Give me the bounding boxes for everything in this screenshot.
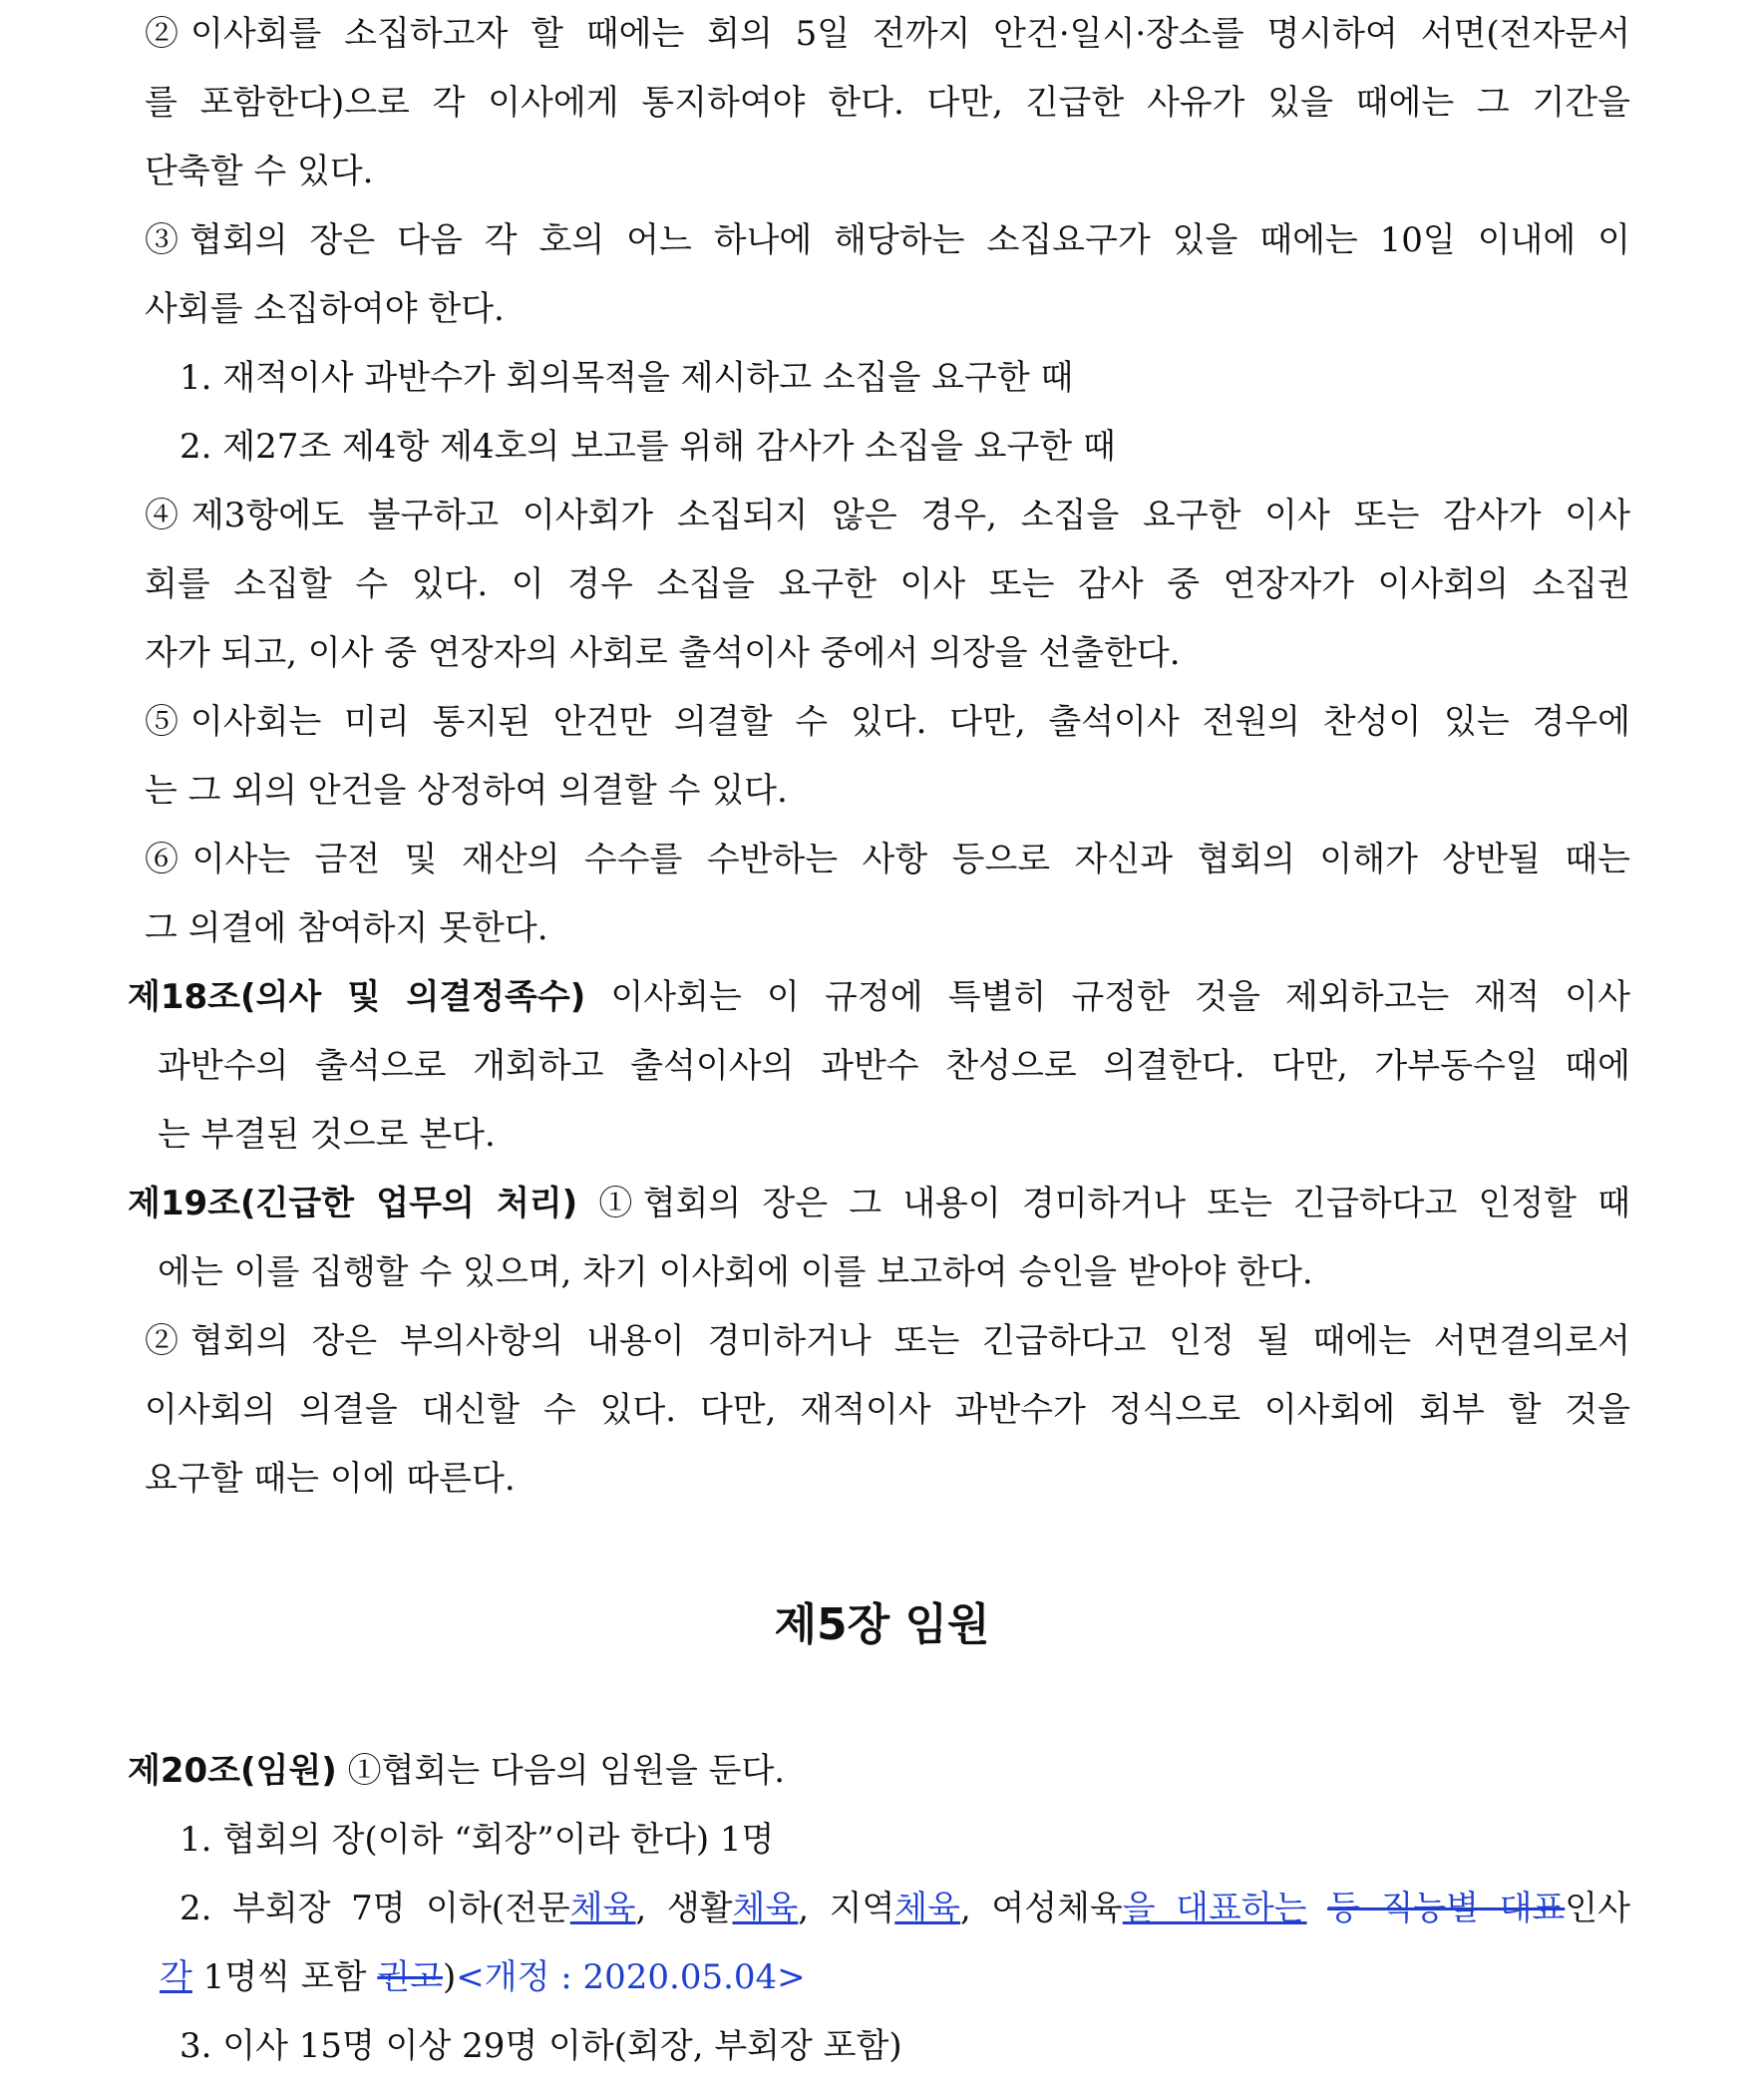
list-item: 2. 제27조 제4항 제4호의 보고를 위해 감사가 소집을 요구한 때: [179, 427, 1116, 467]
deleted-text: 권고: [377, 1957, 443, 1997]
inserted-text: 체육: [569, 1889, 636, 1928]
paragraph-line: 사회를 소집하여야 한다.: [145, 289, 505, 329]
article-18: [0, 973, 1630, 1021]
item-text: 2. 부회장 7명 이하(전문: [179, 1889, 570, 1928]
article-text: 이사회는 이 규정에 특별히 규정한 것을 제외하고는 재적 이사: [585, 977, 1630, 1017]
item-text: ): [443, 1957, 457, 1997]
list-item: 1. 재적이사 과반수가 회의목적을 제시하고 소집을 요구한 때: [179, 358, 1074, 398]
paragraph-line: ⑤이사회는 미리 통지된 안건만 의결할 수 있다. 다만, 출석이사 전원의 찬성이 있는 경우에: [145, 702, 1630, 742]
paragraph-line: ②이사회를 소집하고자 할 때에는 회의 5일 전까지 안건·일시·장소를 명시하여 서면(전자문서: [145, 14, 1630, 54]
item-text: 1명씩 포함: [191, 1957, 378, 1997]
chapter-title: 제5장 임원: [774, 1599, 990, 1650]
item-text: , 생활: [635, 1889, 733, 1928]
article-19: [0, 1180, 1630, 1227]
article-heading: 제20조(임원): [128, 1751, 337, 1791]
paragraph-line: 자가 되고, 이사 중 연장자의 사회로 출석이사 중에서 의장을 선출한다.: [145, 633, 1181, 673]
article-text: ①협회는 다음의 임원을 둔다.: [336, 1751, 786, 1791]
inserted-text: 체육: [894, 1889, 960, 1928]
paragraph-line: 이사회의 의결을 대신할 수 있다. 다만, 재적이사 과반수가 정식으로 이사회에 회부 할 것을: [145, 1390, 1630, 1430]
item-text: 인사: [1565, 1889, 1630, 1928]
paragraph-line: 과반수의 출석으로 개회하고 출석이사의 과반수 찬성으로 의결한다. 다만, 가부동수일 때에: [158, 1046, 1630, 1086]
item-text: , 지역: [798, 1889, 895, 1928]
paragraph-line: 는 그 외의 안건을 상정하여 의결할 수 있다.: [145, 771, 788, 811]
list-item: [0, 1885, 1630, 1932]
paragraph-line: 는 부결된 것으로 본다.: [158, 1115, 496, 1155]
paragraph-line: 단축할 수 있다.: [145, 152, 374, 191]
list-item: 1. 협회의 장(이하 “회장”이라 한다) 1명: [179, 1820, 775, 1860]
paragraph-line: ⑥이사는 금전 및 재산의 수수를 수반하는 사항 등으로 자신과 협회의 이해가 상반될 때는: [145, 840, 1630, 879]
inserted-text: 각: [160, 1957, 192, 1997]
amendment-note: <개정 : 2020.05.04>: [456, 1957, 806, 1997]
paragraph-line: ③협회의 장은 다음 각 호의 어느 하나에 해당하는 소집요구가 있을 때에는 10일 이내에 이: [145, 220, 1630, 260]
inserted-text: 을 대표하는: [1122, 1889, 1307, 1928]
article-text: ①협회의 장은 그 내용이 경미하거나 또는 긴급하다고 인정할 때: [577, 1184, 1630, 1223]
list-item-continuation: [0, 1953, 1764, 2001]
article-20: [0, 1747, 1764, 1795]
article-heading: 제19조(긴급한 업무의 처리): [128, 1184, 578, 1223]
item-text: , 여성체육: [960, 1889, 1123, 1928]
inserted-text: 체육: [732, 1889, 799, 1928]
paragraph-line: 에는 이를 집행할 수 있으며, 차기 이사회에 이를 보고하여 승인을 받아야 한다.: [158, 1252, 1313, 1292]
paragraph-line: 를 포함한다)으로 각 이사에게 통지하여야 한다. 다만, 긴급한 사유가 있을 때에는 그 기간을: [145, 83, 1630, 123]
item-text: [1307, 1889, 1328, 1928]
paragraph-line: 요구할 때는 이에 따른다.: [145, 1459, 516, 1499]
paragraph-line: ②협회의 장은 부의사항의 내용이 경미하거나 또는 긴급하다고 인정 될 때에는 서면결의로서: [145, 1321, 1630, 1361]
paragraph-line: 그 의결에 참여하지 못한다.: [145, 908, 548, 948]
deleted-text: 등 직능별 대표: [1327, 1889, 1566, 1928]
paragraph-line: ④제3항에도 불구하고 이사회가 소집되지 않은 경우, 소집을 요구한 이사 또는 감사가 이사: [145, 496, 1630, 535]
article-heading: 제18조(의사 및 의결정족수): [128, 977, 586, 1017]
list-item: 3. 이사 15명 이상 29명 이하(회장, 부회장 포함): [179, 2026, 902, 2066]
paragraph-line: 회를 소집할 수 있다. 이 경우 소집을 요구한 이사 또는 감사 중 연장자가 이사회의 소집권: [145, 564, 1630, 604]
